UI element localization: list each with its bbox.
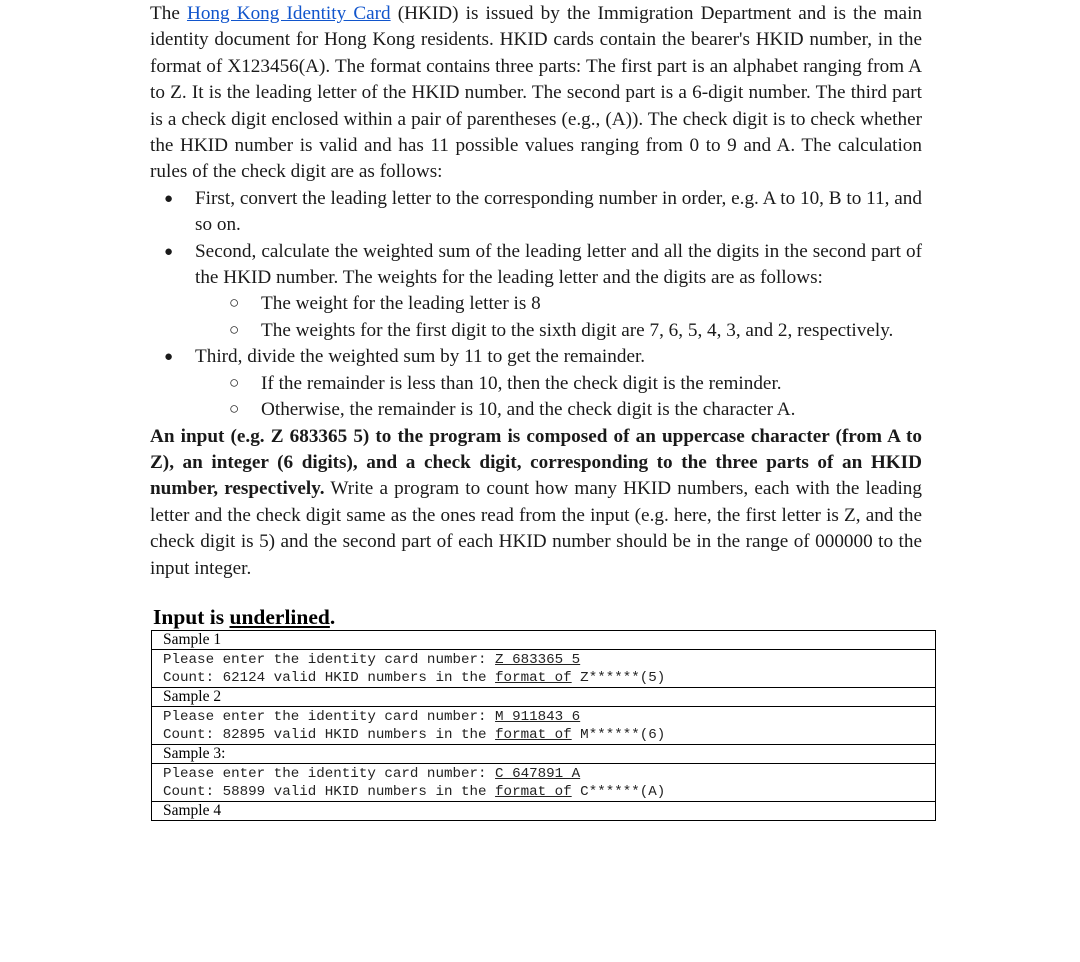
samples-table (151, 630, 936, 821)
sample-label: Sample 2 (152, 688, 936, 707)
sample-label: Sample 1 (152, 631, 936, 650)
document-body (150, 0, 922, 582)
intro-text-rest: (HKID) is issued by the Immigration Department and is the main identity document for Hong Kong residents. HKID cards contain the bearer's HKID number, in the format of X123456(A). The format contains three parts: The first part is an alphabet ranging from A to Z. It is the leading letter of the HKID number. The second part is a 6-digit number. The third part is a check digit enclosed within a pair of parentheses (e.g., (A)). The check digit is to check whether the HKID number is valid and has 11 possible values ranging from 0 to 9 and A. The calculation rules of the check digit are as follows: (150, 3, 922, 183)
output-text: Count: 62124 valid HKID numbers in the (163, 670, 496, 686)
rule-item-3 (164, 344, 922, 423)
samples-heading (153, 604, 335, 630)
prompt-line (163, 651, 935, 669)
prompt-line (163, 765, 935, 783)
sample-label: Sample 4 (152, 802, 936, 821)
prompt-text: Please enter the identity card number: (163, 709, 496, 725)
task-bold-text: An input (e.g. Z 683365 5) to the program is composed of an uppercase character (from A to Z), an integer (6 digits), and a check digit, corresponding to the three parts of an HKID number, respectively. (150, 425, 922, 500)
output-underlined: format of (495, 670, 572, 686)
rules-list (150, 186, 922, 424)
intro-text-start: The (150, 3, 187, 24)
sample-io (152, 650, 936, 688)
rule-text: Third, divide the weighted sum by 11 to get the remainder. (195, 346, 646, 368)
sub-rule-item (229, 318, 922, 344)
sub-rule-text: The weight for the leading letter is 8 (261, 293, 541, 315)
user-input: M 911843 6 (495, 709, 581, 725)
rule-item-2 (164, 239, 922, 345)
output-underlined: format of (495, 784, 572, 800)
prompt-text: Please enter the identity card number: (163, 652, 496, 668)
output-text: Count: 82895 valid HKID numbers in the (163, 727, 496, 743)
bullet-circle-icon: ○ (229, 319, 240, 339)
bullet-dot-icon: ● (164, 243, 174, 260)
rule-text: Second, calculate the weighted sum of the leading letter and all the digits in the second part of the HKID number. The weights for the leading letter and the digits are as follows: (195, 240, 922, 289)
user-input: Z 683365 5 (495, 652, 581, 668)
sample-io-row (152, 707, 936, 745)
prompt-text: Please enter the identity card number: (163, 766, 496, 782)
sample-label-row (152, 745, 936, 764)
output-format: M******(6) (571, 727, 666, 743)
heading-text: Input is (153, 605, 230, 629)
sub-rule-text: The weights for the first digit to the sixth digit are 7, 6, 5, 4, 3, and 2, respectively. (261, 319, 894, 341)
heading-underlined-word: underlined (229, 605, 330, 629)
bullet-dot-icon: ● (164, 349, 174, 366)
heading-period: . (329, 605, 336, 629)
output-line (163, 783, 935, 801)
sample-label-row (152, 688, 936, 707)
user-input: C 647891 A (495, 766, 581, 782)
sample-io (152, 707, 936, 745)
bullet-circle-icon: ○ (229, 399, 240, 419)
sample-io-row (152, 650, 936, 688)
output-line (163, 669, 935, 687)
rule-item-1 (164, 186, 922, 239)
sub-rules-list (195, 371, 922, 424)
sample-label: Sample 3: (152, 745, 936, 764)
sub-rule-item (229, 397, 922, 423)
sample-io (152, 764, 936, 802)
bullet-dot-icon: ● (164, 190, 174, 207)
intro-paragraph (150, 1, 922, 186)
sub-rule-item (229, 291, 922, 317)
output-format: Z******(5) (571, 670, 666, 686)
sub-rule-text: If the remainder is less than 10, then the check digit is the reminder. (261, 372, 782, 394)
rule-text: First, convert the leading letter to the corresponding number in order, e.g. A to 10, B to 11, and so on. (195, 187, 922, 236)
task-paragraph (150, 424, 922, 582)
sample-label-row (152, 631, 936, 650)
hkid-link[interactable]: Hong Kong Identity Card (186, 3, 391, 24)
sub-rule-text: Otherwise, the remainder is 10, and the check digit is the character A. (261, 399, 796, 421)
task-text: Write a program to count how many HKID numbers, each with the leading letter and the check digit same as the ones read from the input (e.g. here, the first letter is Z, and the check digit is 5) and the second part of each HKID number should be in the range of 000000 to the input integer. (150, 478, 922, 579)
sub-rule-item (229, 371, 922, 397)
bullet-circle-icon: ○ (229, 372, 240, 392)
output-text: Count: 58899 valid HKID numbers in the (163, 784, 496, 800)
output-line (163, 726, 935, 744)
sample-io-row (152, 764, 936, 802)
output-format: C******(A) (571, 784, 666, 800)
output-underlined: format of (495, 727, 572, 743)
bullet-circle-icon: ○ (229, 293, 240, 313)
sub-rules-list (195, 291, 922, 344)
prompt-line (163, 708, 935, 726)
sample-label-row (152, 802, 936, 821)
